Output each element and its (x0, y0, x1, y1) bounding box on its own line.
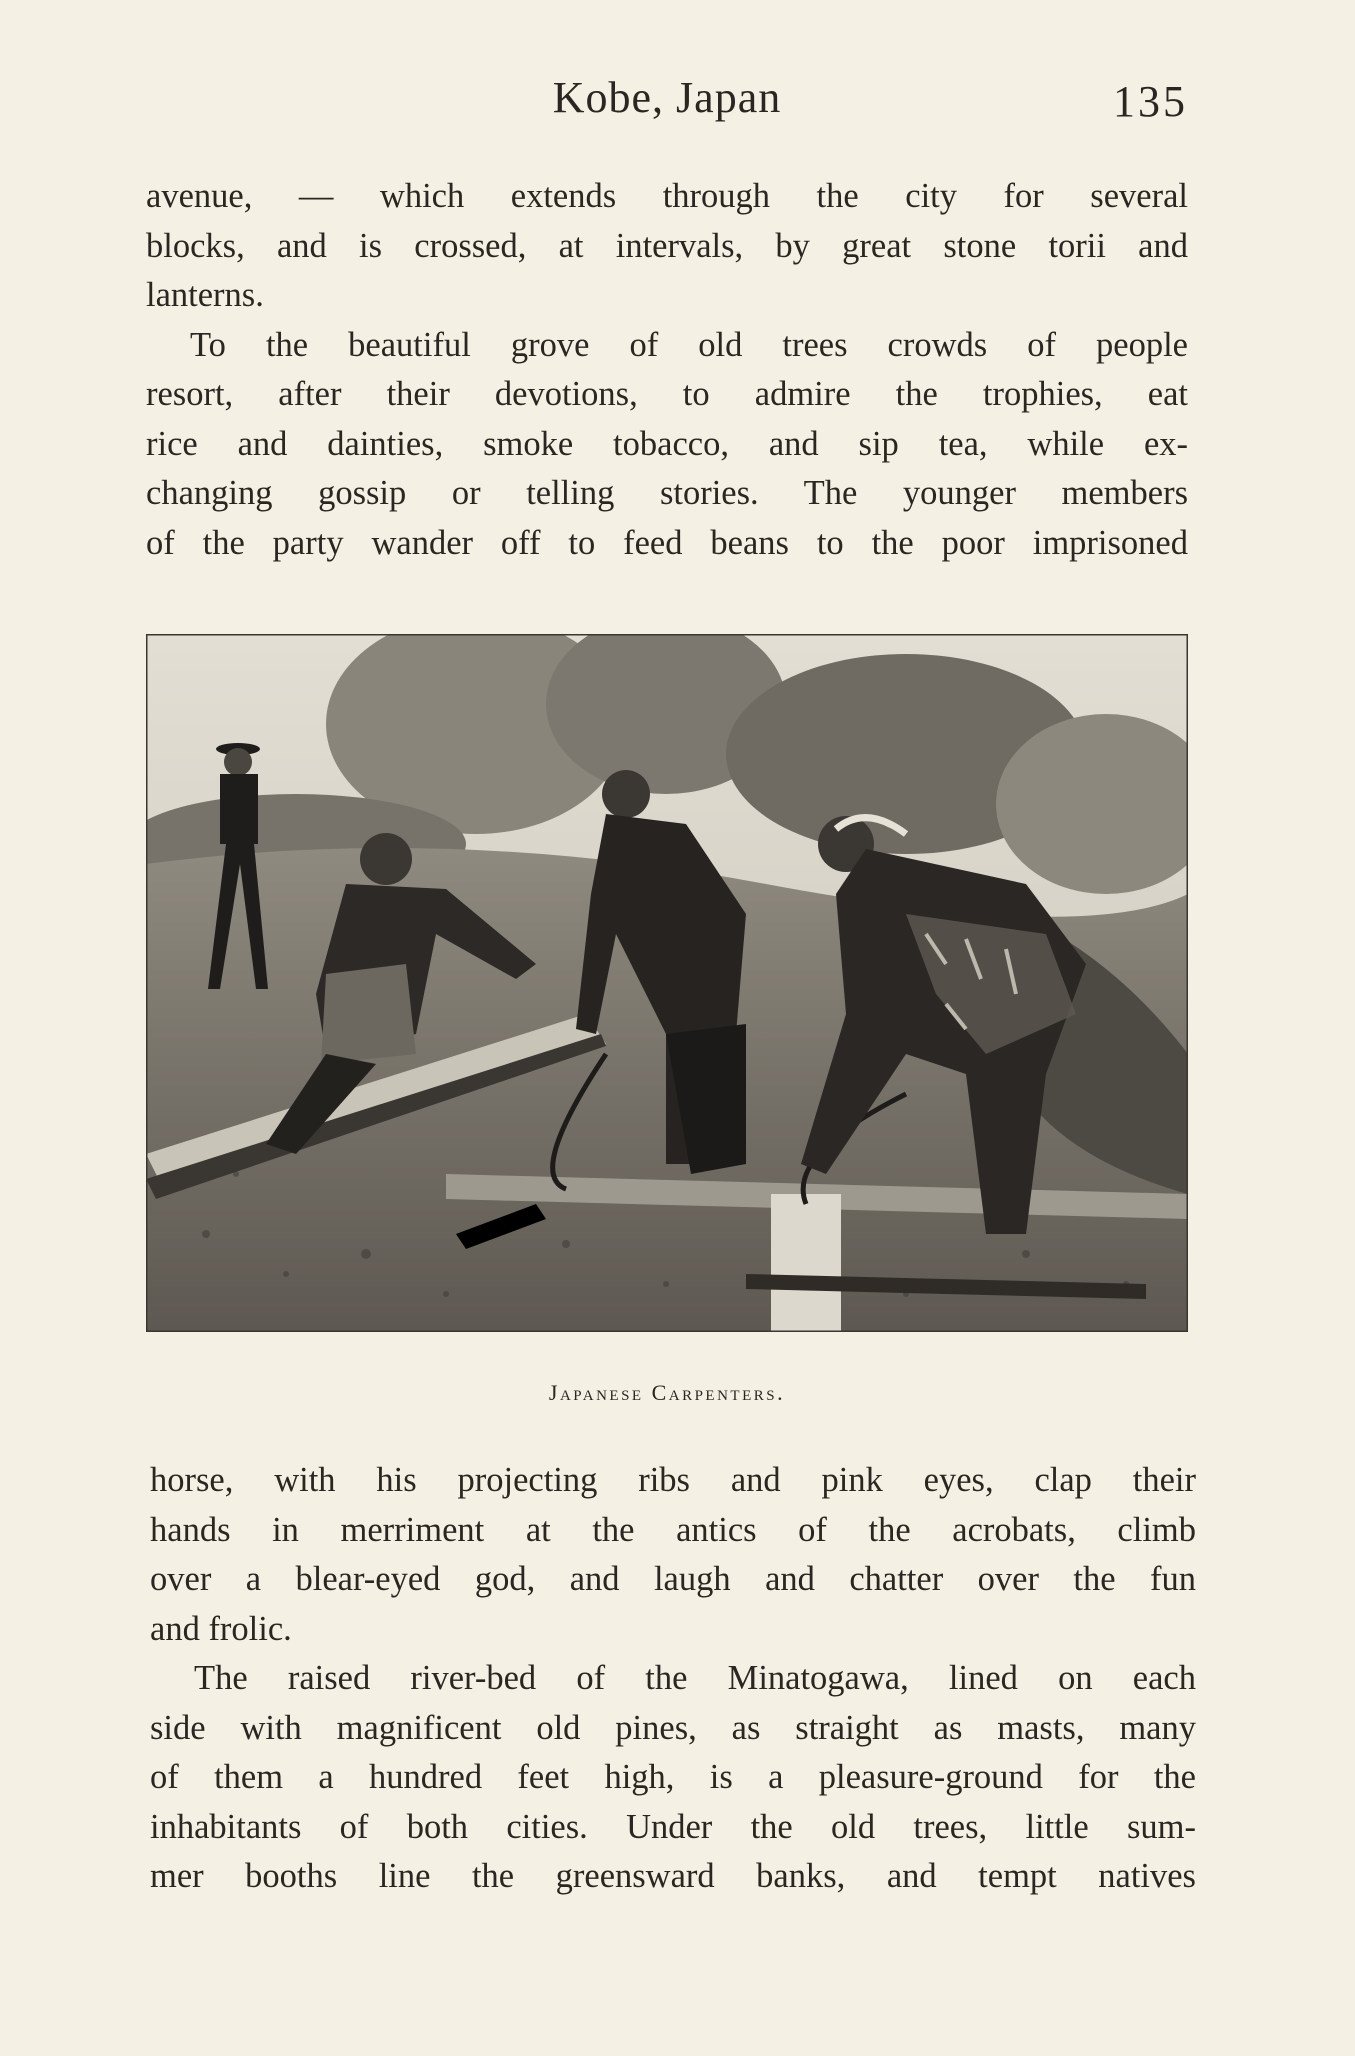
figure-caption: Japanese Carpenters. (548, 1380, 786, 1405)
text-line: of them a hundred feet high, is a pleasure-ground for the (150, 1758, 1196, 1796)
text-line: changing gossip or telling stories. The younger members (146, 474, 1188, 512)
running-title: Kobe, Japan (552, 73, 782, 122)
photo-plate (146, 634, 1188, 1332)
text-line: rice and dainties, smoke tobacco, and sip tea, while ex- (146, 424, 1188, 463)
text-line: To the beautiful grove of old trees crowds of people (190, 325, 1188, 364)
text-block-top (146, 172, 1188, 568)
text-line: of the party wander off to feed beans to the poor imprisoned (146, 523, 1188, 562)
text-line: resort, after their devotions, to admire the trophies, eat (146, 375, 1188, 413)
text-line: avenue, — which extends through the city for several (146, 177, 1188, 215)
running-head (146, 72, 1188, 132)
text-line: over a blear-eyed god, and laugh and chatter over the fun (150, 1560, 1196, 1598)
text-block-bottom (150, 1456, 1196, 1902)
text-line: inhabitants of both cities. Under the old trees, little sum- (150, 1807, 1196, 1846)
text-line: horse, with his projecting ribs and pink eyes, clap their (150, 1461, 1196, 1499)
carpenters-photograph (146, 634, 1188, 1332)
text-line: mer booths line the greensward banks, and tempt natives (150, 1857, 1196, 1895)
text-line: blocks, and is crossed, at intervals, by great stone torii and (146, 226, 1188, 265)
text-line: lanterns. (146, 276, 264, 314)
text-line: hands in merriment at the antics of the acrobats, climb (150, 1510, 1196, 1549)
text-line: and frolic. (150, 1609, 292, 1648)
text-line: side with magnificent old pines, as straight as masts, many (150, 1708, 1196, 1747)
text-line: The raised river-bed of the Minatogawa, lined on each (194, 1659, 1196, 1697)
page-number: 135 (1113, 77, 1188, 126)
